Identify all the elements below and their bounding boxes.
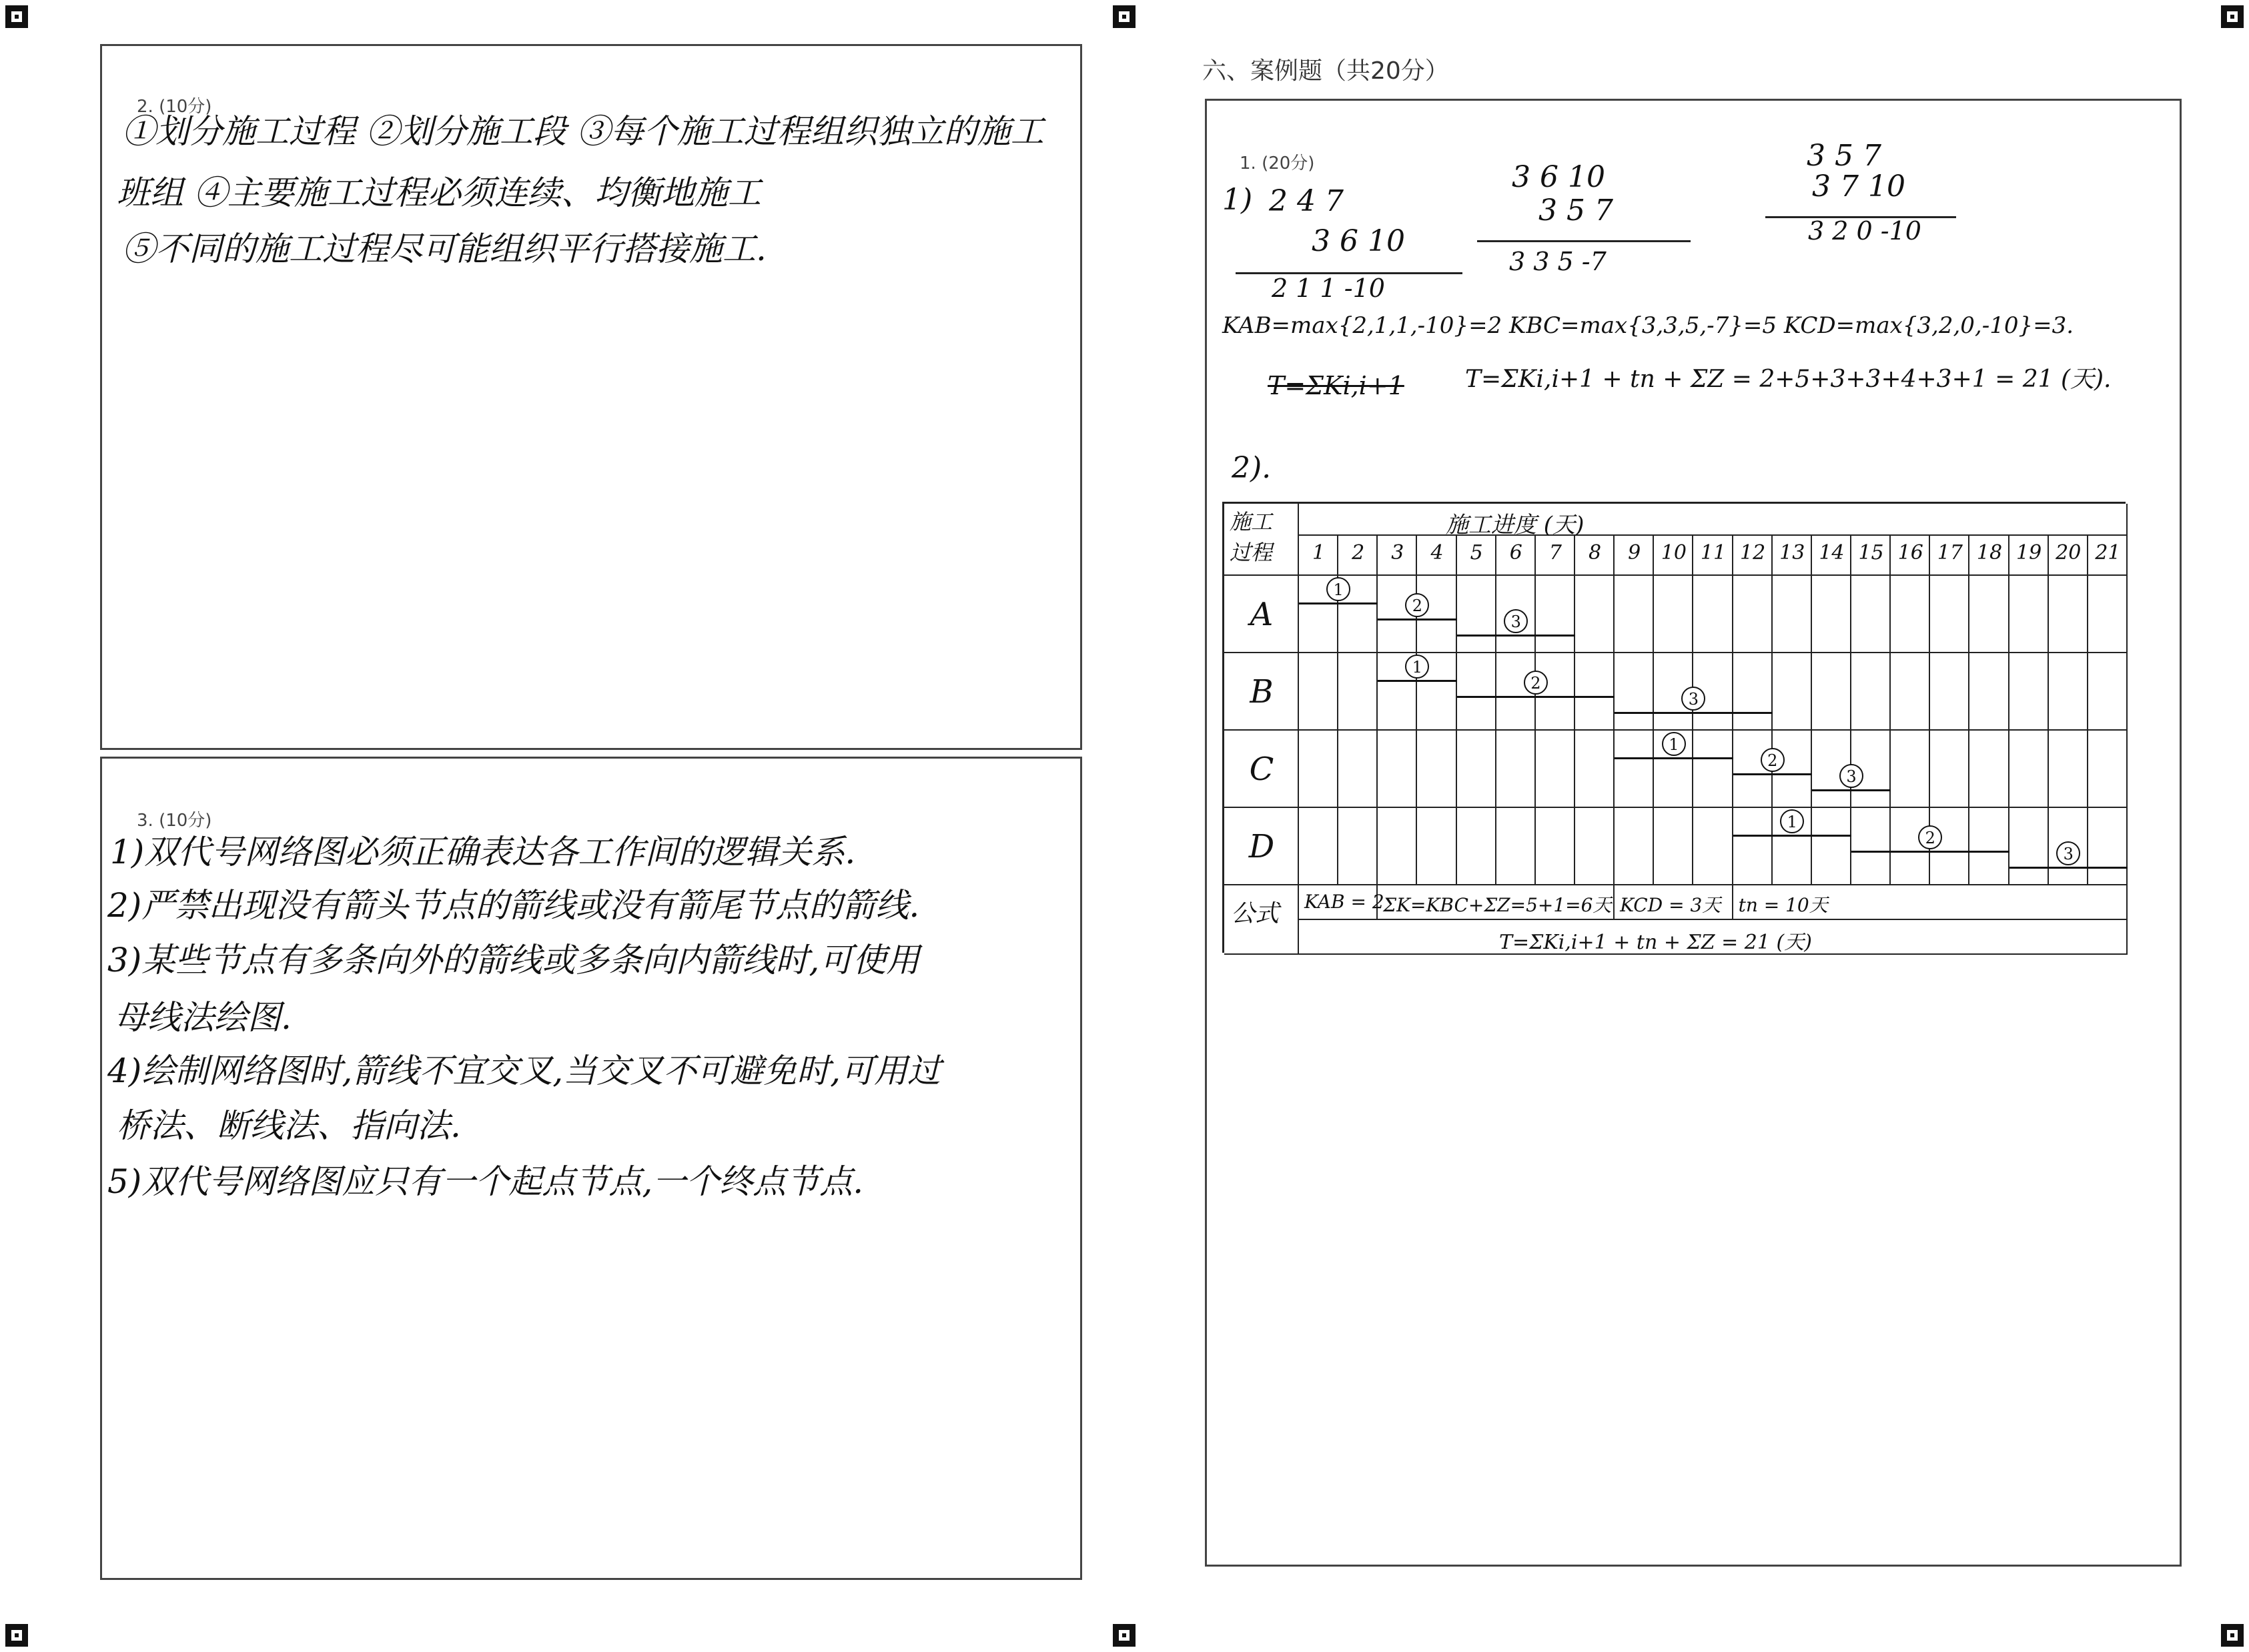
day-header-label: 16 bbox=[1897, 541, 1923, 564]
struck-formula: T=ΣKi,i+1 bbox=[1268, 371, 1404, 400]
grid-cell bbox=[1969, 731, 2009, 808]
section-title: 六、案例题（共20分） bbox=[1202, 57, 1449, 85]
segment-label: 1 bbox=[1326, 577, 1350, 601]
k-values-line: KAB=max{2,1,1,-10}=2 KBC=max{3,3,5,-7}=5 KCD=max{3,2,0,-10}=3. bbox=[1222, 312, 2074, 339]
step-label: 1) bbox=[1222, 183, 1253, 217]
grid-cell bbox=[1812, 808, 1851, 885]
grid-cell bbox=[1773, 653, 1812, 731]
total-time-line: T=ΣKi,i+1 + tn + ΣZ = 2+5+3+3+4+3+1 = 21 (天). bbox=[1465, 366, 2112, 393]
handwritten-line: 1)双代号网络图必须正确表达各工作间的逻辑关系. bbox=[110, 833, 856, 871]
day-header-label: 11 bbox=[1700, 541, 1727, 564]
grid-cell bbox=[1536, 731, 1575, 808]
step-label: 2). bbox=[1232, 451, 1272, 485]
question-label: 1. (20分) bbox=[1240, 153, 1315, 173]
calc-result-2: 3 3 5 -7 bbox=[1509, 247, 1607, 276]
segment-label: 1 bbox=[1405, 655, 1429, 679]
grid-cell bbox=[1575, 653, 1615, 731]
grid-cell bbox=[1891, 731, 1930, 808]
day-header-label: 21 bbox=[2095, 541, 2121, 564]
grid-cell bbox=[1575, 731, 1615, 808]
handwritten-line: 3)某些节点有多条向外的箭线或多条向内箭线时,可使用 bbox=[107, 941, 920, 979]
grid-cell bbox=[1615, 731, 1654, 808]
process-name-label: A bbox=[1250, 596, 1274, 633]
handwritten-line: 班组 ④主要施工过程必须连续、均衡地施工 bbox=[117, 173, 761, 212]
grid-cell bbox=[1496, 808, 1536, 885]
calc-bottom-2: 3 5 7 bbox=[1538, 193, 1613, 228]
calc-bottom-3: 3 7 10 bbox=[1812, 169, 1905, 203]
grid-cell bbox=[1733, 576, 1773, 653]
grid-cell bbox=[1338, 731, 1378, 808]
segment-label: 3 bbox=[2056, 841, 2080, 865]
grid-cell bbox=[2088, 808, 2128, 885]
grid-cell bbox=[2088, 576, 2128, 653]
calc-result-3: 3 2 0 -10 bbox=[1808, 216, 1921, 246]
day-header-label: 18 bbox=[1976, 541, 2003, 564]
grid-cell bbox=[2088, 653, 2128, 731]
day-header-label: 4 bbox=[1430, 541, 1444, 564]
process-name-label: C bbox=[1249, 751, 1274, 788]
day-header-label: 14 bbox=[1819, 541, 1845, 564]
grid-cell bbox=[1338, 808, 1378, 885]
grid-cell bbox=[1930, 731, 1969, 808]
grid-cell bbox=[1417, 731, 1456, 808]
progress-bar bbox=[2009, 867, 2128, 869]
calc-top-1: 2 4 7 bbox=[1269, 184, 1344, 218]
grid-cell bbox=[2009, 653, 2049, 731]
progress-bar bbox=[1851, 851, 2009, 853]
grid-cell bbox=[1733, 808, 1773, 885]
grid-cell bbox=[1575, 576, 1615, 653]
grid-cell bbox=[1299, 653, 1338, 731]
segment-label: 3 bbox=[1681, 687, 1705, 711]
grid-cell bbox=[1299, 731, 1338, 808]
answer-box-q2 bbox=[100, 44, 1082, 750]
formula-label: 公式 bbox=[1231, 900, 1280, 927]
grid-cell bbox=[1615, 576, 1654, 653]
grid-cell bbox=[1812, 576, 1851, 653]
grid-cell bbox=[1417, 808, 1456, 885]
registration-marker-bottom-center bbox=[1113, 1624, 1136, 1647]
grid-cell bbox=[2049, 653, 2088, 731]
grid-cell bbox=[1851, 653, 1891, 731]
grid-cell bbox=[1299, 808, 1338, 885]
day-header-label: 7 bbox=[1548, 541, 1562, 564]
grid-cell bbox=[1654, 808, 1693, 885]
grid-cell bbox=[1496, 731, 1536, 808]
grid-cell bbox=[1812, 653, 1851, 731]
segment-label: 2 bbox=[1918, 825, 1942, 849]
grid-cell bbox=[1969, 808, 2009, 885]
grid-cell bbox=[1930, 653, 1969, 731]
handwritten-line: 4)绘制网络图时,箭线不宜交叉,当交叉不可避免时,可用过 bbox=[107, 1052, 941, 1090]
grid-cell bbox=[1851, 808, 1891, 885]
day-header-label: 13 bbox=[1779, 541, 1805, 564]
formula-part: KAB = 2 bbox=[1304, 891, 1384, 913]
day-header-label: 6 bbox=[1509, 541, 1522, 564]
grid-cell bbox=[1338, 653, 1378, 731]
grid-cell bbox=[2049, 576, 2088, 653]
grid-cell bbox=[1693, 731, 1733, 808]
progress-bar bbox=[1812, 789, 1891, 791]
grid-cell bbox=[1378, 808, 1417, 885]
day-header-label: 8 bbox=[1589, 541, 1602, 564]
day-header-label: 10 bbox=[1661, 541, 1687, 564]
progress-bar bbox=[1733, 835, 1851, 837]
grid-cell bbox=[1536, 808, 1575, 885]
header-progress-cell bbox=[1299, 504, 2128, 536]
grid-cell bbox=[1773, 576, 1812, 653]
progress-bar bbox=[1378, 680, 1456, 682]
progress-bar bbox=[1378, 618, 1456, 621]
progress-bar bbox=[1733, 773, 1812, 775]
grid-cell bbox=[1457, 731, 1496, 808]
day-header-label: 1 bbox=[1312, 541, 1326, 564]
calc-top-3: 3 5 7 bbox=[1807, 139, 1881, 173]
day-header-label: 15 bbox=[1858, 541, 1884, 564]
day-header-label: 17 bbox=[1937, 541, 1963, 564]
grid-cell bbox=[1615, 653, 1654, 731]
grid-cell bbox=[1733, 653, 1773, 731]
segment-label: 1 bbox=[1780, 809, 1804, 833]
grid-cell bbox=[1693, 576, 1733, 653]
grid-cell bbox=[1378, 731, 1417, 808]
registration-marker-top-right bbox=[2221, 5, 2244, 28]
registration-marker-bottom-left bbox=[5, 1624, 28, 1647]
construction-schedule-table bbox=[1222, 502, 2126, 953]
grid-cell bbox=[1457, 653, 1496, 731]
registration-marker-top-center bbox=[1113, 5, 1136, 28]
calc-top-2: 3 6 10 bbox=[1512, 160, 1605, 194]
day-header-label: 12 bbox=[1740, 541, 1766, 564]
registration-marker-top-left bbox=[5, 5, 28, 28]
day-header-label: 5 bbox=[1470, 541, 1483, 564]
grid-cell bbox=[1575, 808, 1615, 885]
grid-cell bbox=[1891, 653, 1930, 731]
grid-cell bbox=[1969, 576, 2009, 653]
calc-result-1: 2 1 1 -10 bbox=[1272, 274, 1385, 303]
day-header-label: 3 bbox=[1391, 541, 1404, 564]
progress-bar bbox=[1615, 757, 1733, 759]
grid-cell bbox=[1615, 808, 1654, 885]
grid-cell bbox=[1654, 576, 1693, 653]
segment-label: 2 bbox=[1524, 671, 1548, 695]
progress-bar bbox=[1457, 635, 1575, 637]
handwritten-line: 桥法、断线法、指向法. bbox=[117, 1106, 461, 1145]
process-name-label: B bbox=[1250, 673, 1274, 711]
process-name-label: D bbox=[1248, 828, 1275, 865]
day-header-label: 19 bbox=[2016, 541, 2042, 564]
grid-cell bbox=[1969, 653, 2009, 731]
formula-part: ΣK=KBC+ΣZ=5+1=6天 bbox=[1383, 894, 1612, 916]
segment-label: 3 bbox=[1504, 609, 1528, 633]
calc-rule-2 bbox=[1477, 240, 1691, 242]
header-progress-label: 施工进度 (天) bbox=[1446, 512, 1585, 538]
segment-label: 2 bbox=[1405, 593, 1429, 617]
segment-label: 1 bbox=[1662, 732, 1686, 756]
grid-cell bbox=[2088, 731, 2128, 808]
handwritten-line: ①划分施工过程 ②划分施工段 ③每个施工过程组织独立的施工 bbox=[122, 112, 1044, 151]
question-label: 2. (10分) bbox=[137, 97, 212, 117]
formula-part: KCD = 3天 bbox=[1620, 894, 1721, 916]
grid-cell bbox=[1457, 808, 1496, 885]
day-header-label: 9 bbox=[1628, 541, 1641, 564]
segment-label: 3 bbox=[1839, 764, 1863, 788]
handwritten-line: ⑤不同的施工过程尽可能组织平行搭接施工. bbox=[122, 230, 767, 268]
grid-cell bbox=[1457, 576, 1496, 653]
answer-box-q3 bbox=[100, 757, 1082, 1580]
day-header-label: 20 bbox=[2056, 541, 2082, 564]
grid-cell bbox=[1930, 576, 1969, 653]
question-label: 3. (10分) bbox=[137, 811, 212, 831]
grid-cell bbox=[1693, 808, 1733, 885]
header-process-label: 施工过程 bbox=[1230, 509, 1273, 565]
registration-marker-bottom-right bbox=[2221, 1624, 2244, 1647]
grid-cell bbox=[2049, 731, 2088, 808]
progress-bar bbox=[1615, 712, 1773, 714]
handwritten-line: 5)双代号网络图应只有一个起点节点,一个终点节点. bbox=[107, 1162, 864, 1201]
grid-cell bbox=[1536, 576, 1575, 653]
grid-cell bbox=[1851, 576, 1891, 653]
calc-bottom-1: 3 6 10 bbox=[1312, 224, 1405, 258]
handwritten-line: 2)严禁出现没有箭头节点的箭线或没有箭尾节点的箭线. bbox=[107, 886, 920, 925]
progress-bar bbox=[1457, 696, 1615, 698]
grid-cell bbox=[2009, 731, 2049, 808]
formula-part: tn = 10天 bbox=[1738, 894, 1828, 916]
handwritten-line: 母线法绘图. bbox=[114, 998, 292, 1037]
grid-cell bbox=[2009, 808, 2049, 885]
formula-total: T=ΣKi,i+1 + tn + ΣZ = 21 (天) bbox=[1499, 931, 1812, 954]
grid-cell bbox=[1891, 576, 1930, 653]
day-header-label: 2 bbox=[1352, 541, 1365, 564]
progress-bar bbox=[1299, 602, 1378, 604]
segment-label: 2 bbox=[1761, 748, 1785, 772]
grid-cell bbox=[2009, 576, 2049, 653]
